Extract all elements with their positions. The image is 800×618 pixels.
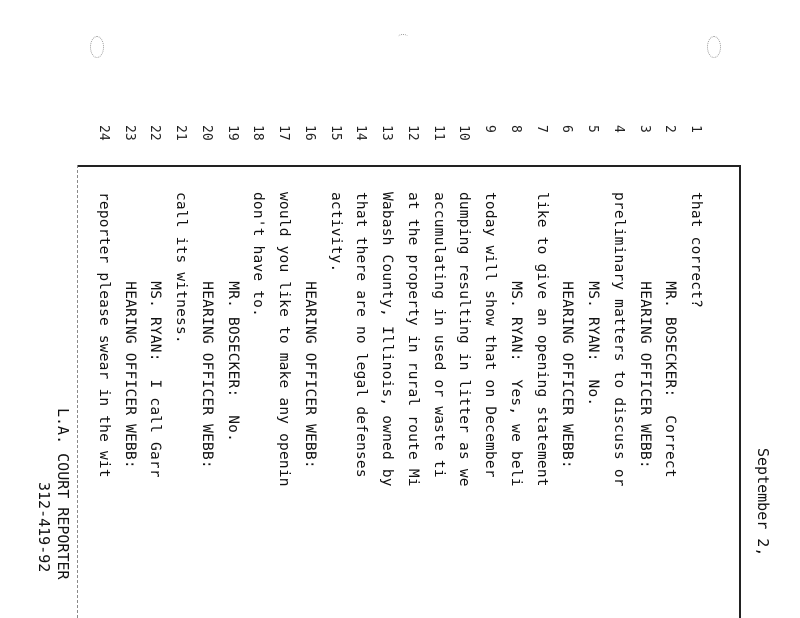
transcript-line: HEARING OFFICER WEBB: bbox=[302, 192, 318, 469]
page-date-header: September 2, bbox=[754, 448, 772, 557]
transcript-line: MS. RYAN: Yes, we beli bbox=[508, 192, 524, 487]
line-number: 15 bbox=[328, 125, 343, 141]
transcript-line: HEARING OFFICER WEBB: bbox=[199, 192, 215, 469]
transcript-line: dumping resulting in litter as we bbox=[456, 192, 472, 487]
transcript-line: Wabash County, Illinois, owned by bbox=[379, 192, 395, 487]
transcript-line: MS. RYAN: No. bbox=[585, 192, 601, 407]
line-number: 10 bbox=[456, 125, 471, 141]
transcript-line: today will show that on December bbox=[482, 192, 498, 478]
line-number: 4 bbox=[611, 125, 626, 133]
line-number: 16 bbox=[302, 125, 317, 141]
line-number: 3 bbox=[637, 125, 652, 133]
punch-hole-left bbox=[90, 36, 104, 58]
transcript-line: reporter please swear in the wit bbox=[96, 192, 112, 478]
line-number: 24 bbox=[96, 125, 111, 141]
line-number: 7 bbox=[534, 125, 549, 133]
transcript-line: would you like to make any openin bbox=[276, 192, 292, 487]
line-number: 1 bbox=[688, 125, 703, 133]
transcript-line: HEARING OFFICER WEBB: bbox=[637, 192, 653, 469]
line-number: 18 bbox=[250, 125, 265, 141]
transcript-line: HEARING OFFICER WEBB: bbox=[559, 192, 575, 469]
transcript-line: HEARING OFFICER WEBB: bbox=[122, 192, 138, 469]
transcript-line: that there are no legal defenses bbox=[353, 192, 369, 478]
line-number: 2 bbox=[662, 125, 677, 133]
punch-hole-middle bbox=[398, 34, 408, 39]
line-number: 12 bbox=[405, 125, 420, 141]
transcript-line: MR. BOSECKER: No. bbox=[225, 192, 241, 443]
transcript-line: accumulating in used or waste ti bbox=[431, 192, 447, 478]
line-number: 8 bbox=[508, 125, 523, 133]
line-number: 17 bbox=[276, 125, 291, 141]
transcript-line: call its witness. bbox=[173, 192, 189, 344]
line-number: 21 bbox=[173, 125, 188, 141]
line-number: 5 bbox=[585, 125, 600, 133]
line-number: 22 bbox=[147, 125, 162, 141]
line-number: 13 bbox=[379, 125, 394, 141]
transcript-line: MS. RYAN: I call Garr bbox=[147, 192, 163, 478]
transcript-line: preliminary matters to discuss or bbox=[611, 192, 627, 487]
frame-left-rule bbox=[77, 165, 78, 618]
line-number: 20 bbox=[199, 125, 214, 141]
court-reporter-name: L.A. COURT REPORTER bbox=[54, 408, 72, 580]
court-reporter-phone: 312-419-92 bbox=[35, 482, 53, 573]
line-number: 9 bbox=[482, 125, 497, 133]
transcript-line: don't have to. bbox=[250, 192, 266, 318]
transcript-line: MR. BOSECKER: Correct bbox=[662, 192, 678, 478]
frame-top-rule bbox=[77, 165, 741, 167]
transcript-line: like to give an opening statement bbox=[534, 192, 550, 487]
line-number: 6 bbox=[559, 125, 574, 133]
punch-hole-right bbox=[707, 36, 721, 58]
transcript-line: activity. bbox=[328, 192, 344, 273]
frame-right-rule bbox=[739, 165, 741, 618]
transcript-line: at the property in rural route Mi bbox=[405, 192, 421, 487]
line-number: 11 bbox=[431, 125, 446, 141]
transcript-line: that correct? bbox=[688, 192, 704, 309]
line-number: 23 bbox=[122, 125, 137, 141]
line-number: 19 bbox=[225, 125, 240, 141]
line-number: 14 bbox=[353, 125, 368, 141]
